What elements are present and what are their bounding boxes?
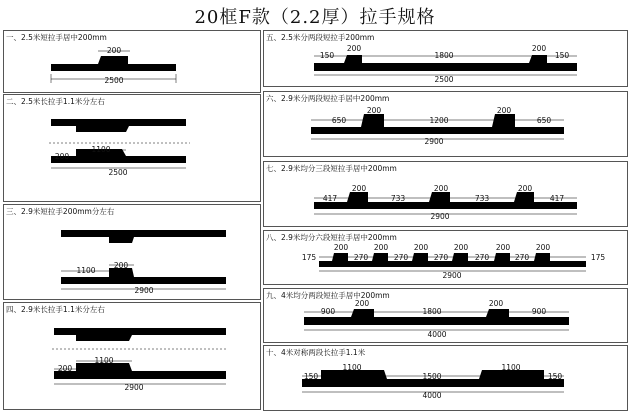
profile-diagram	[4, 31, 262, 94]
dim-label: 200	[535, 243, 551, 252]
dim-label: 200	[57, 364, 73, 373]
dim-label: 1100	[342, 363, 362, 372]
profile-diagram	[264, 231, 629, 286]
dim-total: 2900	[430, 212, 450, 221]
dim-label: 200	[106, 46, 122, 55]
dim-label: 900	[320, 307, 336, 316]
profile-diagram	[264, 162, 629, 228]
dim-label: 417	[322, 194, 338, 203]
spec-panel-7	[263, 161, 628, 227]
panel-label: 七、2.9米均分三段短拉手居中200mm	[266, 164, 397, 173]
dim-label: 1100	[501, 363, 521, 372]
dim-label: 150	[319, 51, 335, 60]
spec-panel-6	[263, 91, 628, 157]
spec-panel-8	[263, 230, 628, 285]
dim-label: 200	[453, 243, 469, 252]
dim-total: 2500	[108, 168, 128, 177]
dim-total: 4000	[427, 330, 447, 339]
panel-label: 五、2.5米分两段短拉手200mm	[266, 33, 375, 42]
dim-label: 1500	[422, 372, 442, 381]
spec-panel-1	[3, 30, 261, 93]
dim-total: 2900	[134, 286, 154, 295]
dim-label: 175	[590, 253, 606, 262]
dim-label: 1100	[91, 145, 111, 154]
dim-label: 1800	[434, 51, 454, 60]
dim-total: 2900	[442, 271, 462, 280]
dim-label: 200	[496, 106, 512, 115]
panel-label: 四、2.9米长拉手1.1米分左右	[6, 305, 105, 314]
dim-label: 200	[373, 243, 389, 252]
dim-label: 733	[474, 194, 490, 203]
dim-label: 200	[531, 44, 547, 53]
dim-label: 650	[331, 116, 347, 125]
dim-label: 150	[303, 372, 319, 381]
dim-label: 200	[488, 299, 504, 308]
spec-panel-5	[263, 30, 628, 87]
spec-panel-9	[263, 288, 628, 343]
dim-label: 270	[353, 253, 369, 262]
profile-diagram	[4, 303, 262, 411]
dim-label: 1100	[76, 266, 96, 275]
panel-label: 一、2.5米短拉手居中200mm	[6, 33, 107, 42]
dim-label: 1100	[94, 356, 114, 365]
dim-label: 200	[495, 243, 511, 252]
dim-total: 2900	[424, 137, 444, 146]
dim-label: 900	[531, 307, 547, 316]
dim-label: 200	[351, 184, 367, 193]
panel-label: 十、4米对称两段长拉手1.1米	[266, 348, 366, 357]
profile-diagram	[264, 31, 629, 88]
dim-label: 150	[547, 372, 563, 381]
dim-label: 1800	[422, 307, 442, 316]
profile-diagram	[4, 95, 262, 203]
dim-label: 270	[474, 253, 490, 262]
dim-label: 200	[333, 243, 349, 252]
spec-panel-3	[3, 204, 261, 300]
dim-label: 175	[301, 253, 317, 262]
dim-label: 150	[554, 51, 570, 60]
dim-total: 2900	[124, 383, 144, 392]
dim-total: 4000	[422, 391, 442, 400]
dim-label: 1200	[429, 116, 449, 125]
dim-label: 200	[54, 152, 70, 161]
spec-panel-2	[3, 94, 261, 202]
panel-label: 八、2.9米均分六段短拉手居中200mm	[266, 233, 397, 242]
profile-diagram	[264, 289, 629, 344]
dim-total: 2500	[434, 75, 454, 84]
panel-label: 六、2.9米分两段短拉手居中200mm	[266, 94, 390, 103]
dim-label: 270	[433, 253, 449, 262]
dim-label: 270	[393, 253, 409, 262]
dim-total: 2500	[104, 76, 124, 85]
dim-label: 200	[413, 243, 429, 252]
dim-label: 650	[536, 116, 552, 125]
spec-panel-4	[3, 302, 261, 410]
dim-label: 200	[433, 184, 449, 193]
panel-label: 九、4米均分两段短拉手居中200mm	[266, 291, 390, 300]
dim-label: 200	[517, 184, 533, 193]
dim-label: 200	[354, 299, 370, 308]
dim-label: 733	[390, 194, 406, 203]
profile-diagram	[264, 92, 629, 158]
page-title: 20框F款（2.2厚）拉手规格	[194, 7, 436, 28]
profile-diagram	[4, 205, 262, 301]
dim-label: 200	[113, 261, 129, 270]
dim-label: 200	[366, 106, 382, 115]
panel-label: 二、2.5米长拉手1.1米分左右	[6, 97, 105, 106]
dim-label: 200	[346, 44, 362, 53]
panel-label: 三、2.9米短拉手200mm分左右	[6, 207, 115, 216]
dim-label: 270	[514, 253, 530, 262]
dim-label: 417	[549, 194, 565, 203]
spec-panel-10	[263, 345, 628, 411]
profile-diagram	[264, 346, 629, 412]
